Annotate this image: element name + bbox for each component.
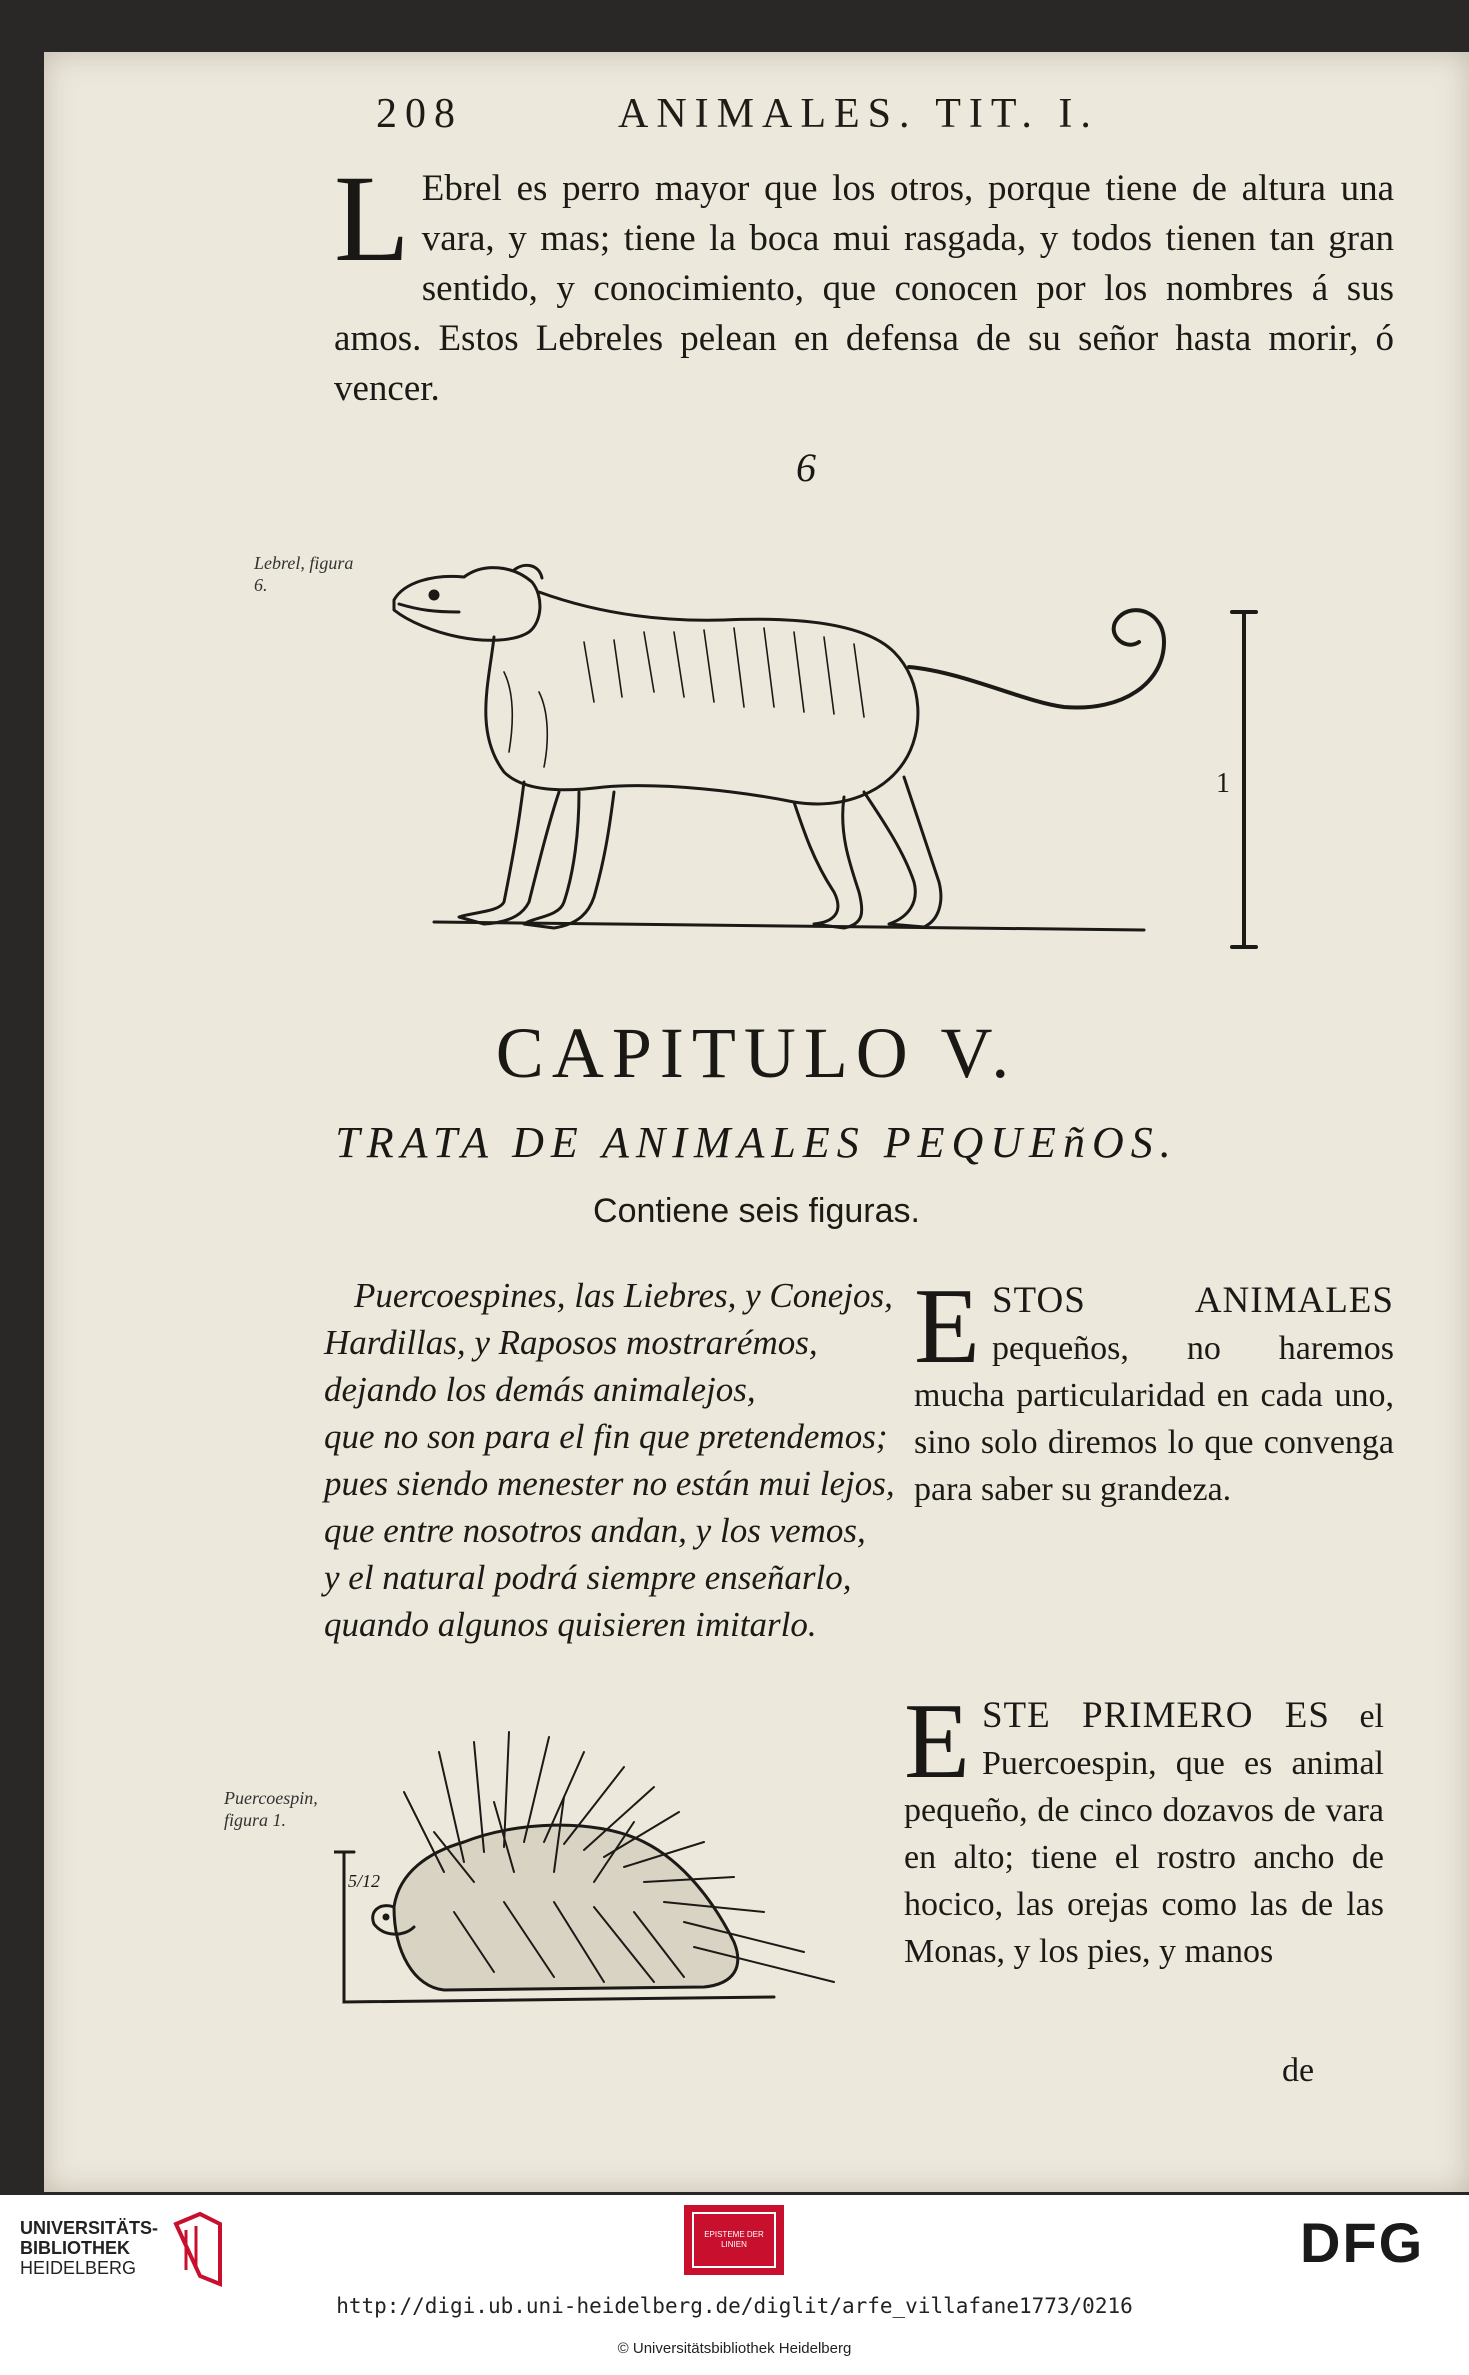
verse-block: [324, 1272, 944, 1648]
verse-line: Hardillas, y Raposos mostrarémos,: [324, 1323, 818, 1362]
drop-cap-l: L: [334, 150, 410, 287]
running-head: ANIMALES. TIT. I.: [618, 91, 1099, 137]
este-paragraph: [904, 1682, 1385, 1975]
verse-line: que entre nosotros andan, y los vemos,: [324, 1511, 866, 1550]
puercoespin-side-note: Puercoespin, figura 1.: [224, 1788, 318, 1830]
lebrel-text: Ebrel es perro mayor que los otros, porque tiene de altura una vara, y mas; tiene la boca mui rasgada, y todos tienen tan gran sentido, y conocimiento, que conocen por los nombres á sus amos. Estos Lebreles pelean en defensa de su señor hasta morir, ó vencer.: [334, 168, 1394, 409]
verse-line: dejando los demás animalejos,: [324, 1370, 756, 1409]
greyhound-woodcut-illustration: [364, 492, 1324, 1012]
book-page: [44, 52, 1469, 2192]
figure-number: 6: [796, 445, 816, 490]
verse-line: quando algunos quisieren imitarlo.: [324, 1605, 817, 1644]
library-logo[interactable]: [20, 2210, 220, 2300]
chapter-title: CAPITULO V.: [495, 1013, 1018, 1093]
scale-mark: 1: [1216, 768, 1230, 799]
puercoespin-scale: 5/12: [348, 1871, 381, 1891]
page-number: 208: [376, 91, 463, 137]
verse-line: y el natural podrá siempre enseñarlo,: [324, 1558, 852, 1597]
lebrel-side-note: Lebrel, figura 6.: [254, 553, 354, 595]
estos-text: pequeños, no haremos mucha particularidad en cada uno, sino solo diremos lo que convenga para saber su grandeza.: [914, 1330, 1394, 1508]
porcupine-woodcut-illustration: [334, 1712, 914, 2012]
library-name-line3: HEIDELBERG: [20, 2258, 137, 2278]
chapter-subtitle: TRATA DE ANIMALES PEQUEñOS.: [335, 1118, 1178, 1167]
library-name-line2: BIBLIOTHEK: [20, 2238, 130, 2258]
contiene-line: Contiene seis figuras.: [593, 1192, 920, 1230]
drop-cap-e-2: E: [904, 1682, 970, 1801]
dfg-logo[interactable]: DFG: [1300, 2211, 1425, 2274]
library-emblem-icon: [170, 2210, 226, 2290]
verse-line: pues siendo menester no están mui lejos,: [324, 1464, 895, 1503]
episteme-badge-text: EPISTEME DER LINIEN: [692, 2212, 776, 2268]
library-name-line1: UNIVERSITÄTS-: [20, 2218, 159, 2238]
lebrel-paragraph: [334, 150, 1394, 414]
episteme-badge[interactable]: [684, 2205, 784, 2275]
este-caps: STE PRIMERO ES: [981, 1695, 1330, 1736]
estos-caps: STOS ANIMALES: [991, 1280, 1394, 1321]
drop-cap-e: E: [914, 1267, 980, 1386]
estos-paragraph: [914, 1267, 1394, 1513]
permalink-url[interactable]: http://digi.ub.uni-heidelberg.de/diglit/arfe_villafane1773/0216: [336, 2294, 1133, 2318]
verse-line: Puercoespines, las Liebres, y Conejos,: [354, 1276, 893, 1315]
verse-line: que no son para el fin que pretendemos;: [324, 1417, 888, 1456]
catchword: de: [1282, 2052, 1315, 2089]
este-text: el Puercoespin, que es animal pequeño, de cinco dozavos de vara en alto; tiene el rostro ancho de hocico, las orejas como las de las Monas, y los pies, y manos: [904, 1698, 1385, 1970]
copyright-notice: © Universitätsbibliothek Heidelberg: [617, 2340, 852, 2357]
